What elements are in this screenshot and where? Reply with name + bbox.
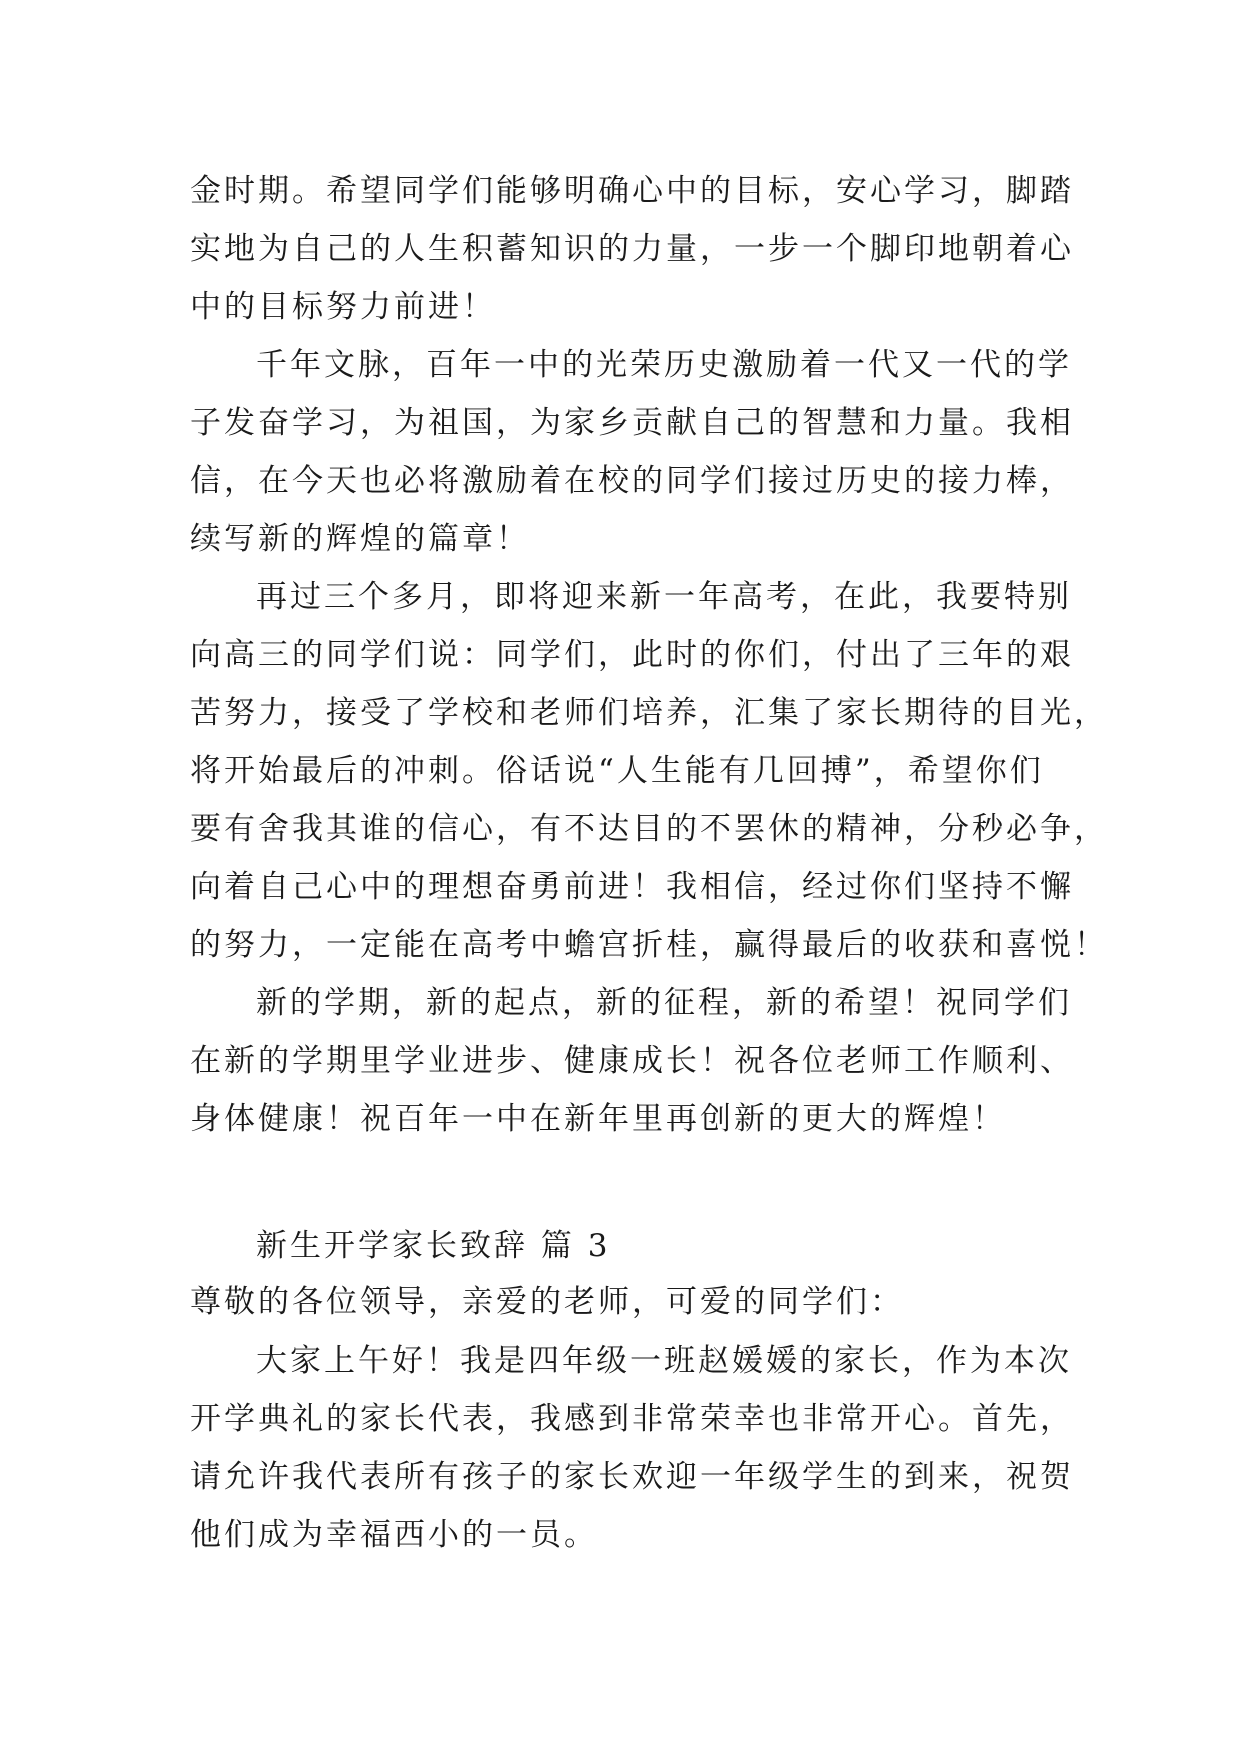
paragraph-line: 苦努力，接受了学校和老师们培养，汇集了家长期待的目光， (190, 695, 1108, 731)
paragraph-line: 的努力，一定能在高考中蟾宫折桂，赢得最后的收获和喜悦！ (190, 927, 1108, 963)
paragraph-line: 向高三的同学们说：同学们，此时的你们，付出了三年的艰 (190, 637, 1074, 673)
paragraph-line: 请允许我代表所有孩子的家长欢迎一年级学生的到来，祝贺 (190, 1459, 1074, 1495)
paragraph-line: 将开始最后的冲刺。俗话说“人生能有几回搏”，希望你们 (190, 753, 1044, 789)
paragraph-line: 信，在今天也必将激励着在校的同学们接过历史的接力棒， (190, 463, 1074, 499)
paragraph-line: 新的学期，新的起点，新的征程，新的希望！祝同学们 (256, 985, 1072, 1021)
paragraph-line: 中的目标努力前进！ (190, 289, 496, 325)
paragraph-line: 他们成为幸福西小的一员。 (190, 1517, 598, 1553)
paragraph-line: 再过三个多月，即将迎来新一年高考，在此，我要特别 (256, 579, 1072, 615)
paragraph-line: 实地为自己的人生积蓄知识的力量，一步一个脚印地朝着心 (190, 231, 1074, 267)
paragraph-line: 金时期。希望同学们能够明确心中的目标，安心学习，脚踏 (190, 173, 1074, 209)
paragraph-line: 身体健康！祝百年一中在新年里再创新的更大的辉煌！ (190, 1101, 1006, 1137)
paragraph-line: 开学典礼的家长代表，我感到非常荣幸也非常开心。首先， (190, 1401, 1074, 1437)
paragraph-line: 续写新的辉煌的篇章！ (190, 521, 530, 557)
document-body (190, 162, 1108, 1564)
salutation: 尊敬的各位领导，亲爱的老师，可爱的同学们： (190, 1284, 904, 1320)
paragraph-line: 向着自己心中的理想奋勇前进！我相信，经过你们坚持不懈 (190, 869, 1074, 905)
paragraph-line: 在新的学期里学业进步、健康成长！祝各位老师工作顺利、 (190, 1043, 1074, 1079)
paragraph-line: 大家上午好！我是四年级一班赵媛媛的家长，作为本次 (256, 1343, 1072, 1379)
section-spacer (190, 1148, 1050, 1220)
section-heading: 新生开学家长致辞 篇 3 (256, 1228, 611, 1264)
paragraph-line: 要有舍我其谁的信心，有不达目的不罢休的精神，分秒必争， (190, 811, 1108, 847)
paragraph-line: 千年文脉，百年一中的光荣历史激励着一代又一代的学 (256, 347, 1072, 383)
paragraph-line: 子发奋学习，为祖国，为家乡贡献自己的智慧和力量。我相 (190, 405, 1074, 441)
